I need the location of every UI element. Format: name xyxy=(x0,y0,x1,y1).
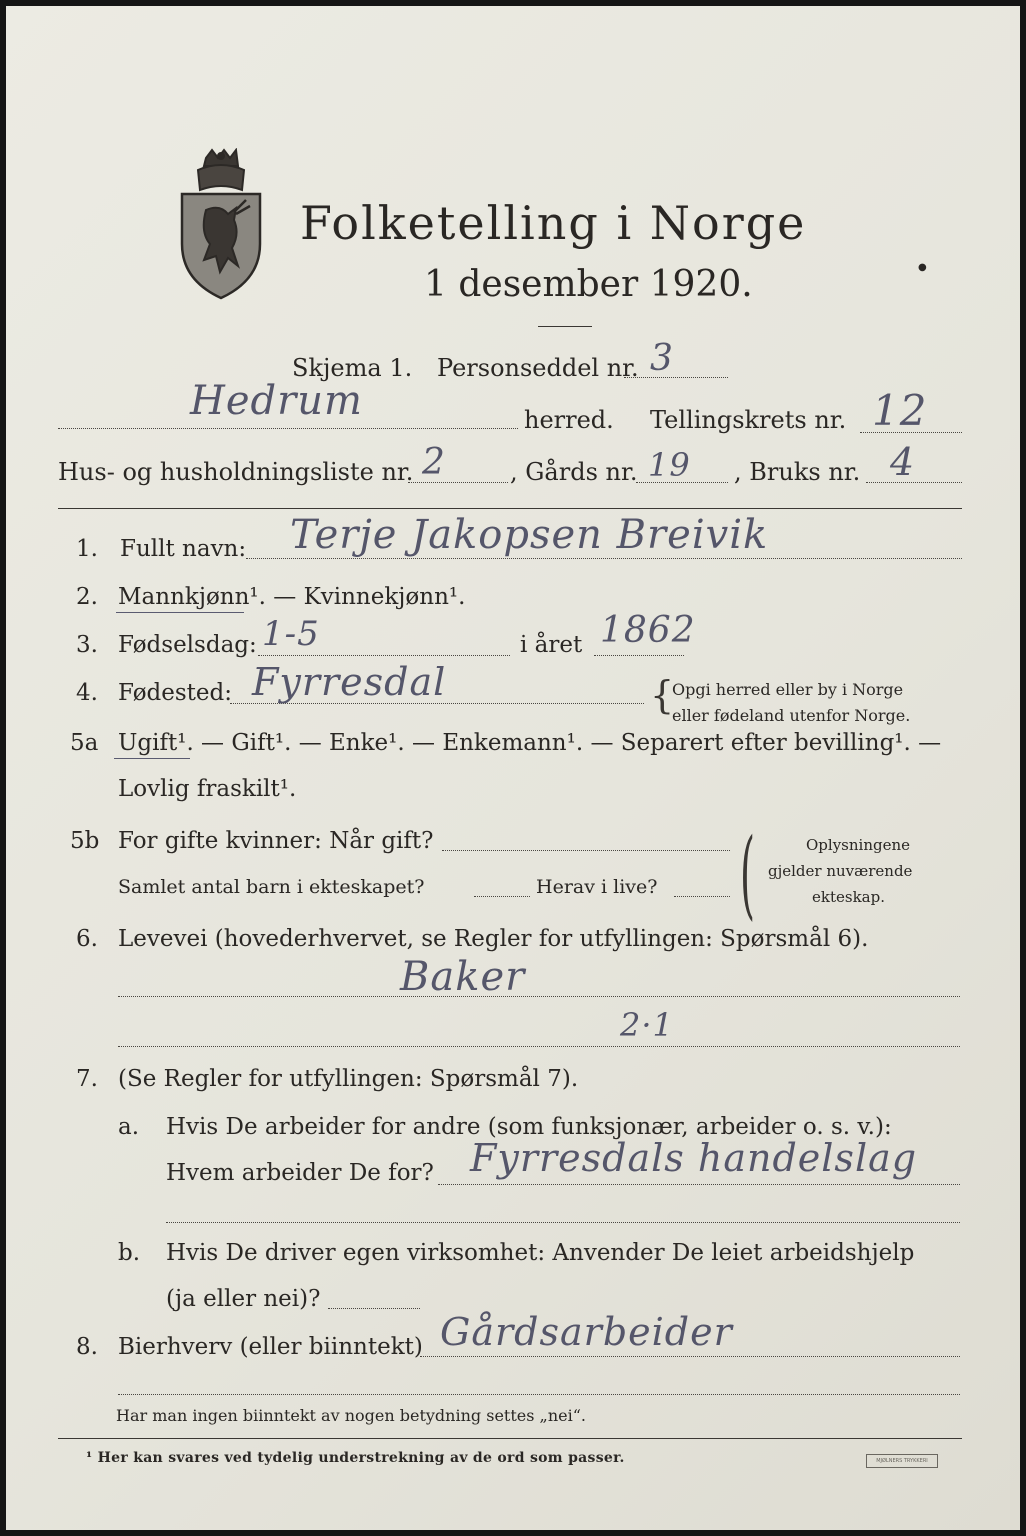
q3-day-line xyxy=(258,655,510,656)
q5b-alive-line xyxy=(674,896,730,897)
q3-label: Fødselsdag: xyxy=(118,632,257,658)
q8-line xyxy=(420,1356,960,1357)
q2-label: Mannkjønn¹. — Kvinnekjønn¹. xyxy=(118,584,466,610)
husliste-value[interactable]: 2 xyxy=(422,442,446,483)
footer-note: Har man ingen biinntekt av nogen betydning settes „nei“. xyxy=(116,1406,586,1425)
q6-number: 6. xyxy=(76,926,98,952)
q7a-line-extra xyxy=(166,1222,960,1223)
q6-label: Levevei (hovederhvervet, se Regler for utfyllingen: Spørsmål 6). xyxy=(118,926,869,952)
q4-note-line1: Opgi herred eller by i Norge xyxy=(672,680,904,699)
q6-value[interactable]: Baker xyxy=(400,954,526,1000)
q5b-note-brace: ( xyxy=(740,818,755,930)
q1-line xyxy=(246,558,962,559)
coat-of-arms-icon xyxy=(176,148,266,300)
q4-note-line2: eller fødeland utenfor Norge. xyxy=(672,706,911,725)
q5b-children-label: Samlet antal barn i ekteskapet? xyxy=(118,876,425,898)
tellingskrets-value[interactable]: 12 xyxy=(872,386,928,435)
q1-number: 1. xyxy=(76,536,98,562)
herred-line xyxy=(58,428,518,429)
q4-label: Fødested: xyxy=(118,680,233,706)
q6-line1 xyxy=(118,996,960,997)
q4-note-brace: { xyxy=(650,673,675,717)
q7-number: 7. xyxy=(76,1066,98,1092)
q5a-line2: Lovlig fraskilt¹. xyxy=(118,776,297,802)
bruks-value[interactable]: 4 xyxy=(890,440,916,484)
q1-value[interactable]: Terje Jakopsen Breivik xyxy=(290,512,769,558)
q3-year-label: i året xyxy=(520,632,583,658)
q7a-value[interactable]: Fyrresdals handelslag xyxy=(470,1136,918,1180)
q5b-note-line2: gjelder nuværende xyxy=(768,862,913,880)
q4-value[interactable]: Fyrresdal xyxy=(252,660,447,704)
footnote: ¹ Her kan svares ved tydelig understrekning av de ord som passer. xyxy=(86,1450,625,1466)
q5b-number: 5b xyxy=(70,828,100,854)
q1-label: Fullt navn: xyxy=(120,536,247,562)
q8-line-extra xyxy=(118,1394,960,1395)
form-subtitle: 1 desember 1920. xyxy=(424,264,753,305)
q7b-line1: Hvis De driver egen virksomhet: Anvender De leiet arbeidshjelp xyxy=(166,1240,915,1266)
q7b-line xyxy=(328,1308,420,1309)
q5b-children-line xyxy=(474,896,530,897)
gards-value[interactable]: 19 xyxy=(648,446,691,484)
q2-selection-underline xyxy=(116,612,244,613)
q5b-married-line xyxy=(442,850,730,851)
q7a-line xyxy=(438,1184,960,1185)
schema-label: Skjema 1. xyxy=(292,354,413,382)
header-rule xyxy=(58,508,962,509)
q7a-letter: a. xyxy=(118,1114,140,1140)
q3-day-value[interactable]: 1-5 xyxy=(262,614,320,654)
q8-value[interactable]: Gårdsarbeider xyxy=(440,1310,733,1354)
footer-rule xyxy=(58,1438,962,1439)
q3-number: 3. xyxy=(76,632,98,658)
q5b-line1: For gifte kvinner: Når gift? xyxy=(118,828,434,854)
q6-code: 2·1 xyxy=(620,1006,674,1044)
q5b-alive-label: Herav i live? xyxy=(536,876,658,898)
herred-value[interactable]: Hedrum xyxy=(190,378,363,424)
personseddel-line xyxy=(624,377,728,378)
q7a-line2: Hvem arbeider De for? xyxy=(166,1160,434,1186)
husliste-label: Hus- og husholdningsliste nr. xyxy=(58,458,414,486)
q6-line2 xyxy=(118,1046,960,1047)
q3-year-value[interactable]: 1862 xyxy=(600,610,696,651)
q5b-note-line1: Oplysningene xyxy=(806,836,911,854)
q8-number: 8. xyxy=(76,1334,98,1360)
personseddel-value[interactable]: 3 xyxy=(650,338,674,379)
gards-label: , Gårds nr. xyxy=(510,458,638,486)
q5a-number: 5a xyxy=(70,730,99,756)
title-divider xyxy=(538,326,592,327)
q4-number: 4. xyxy=(76,680,98,706)
q5a-line1: Ugift¹. — Gift¹. — Enke¹. — Enkemann¹. — Separert efter bevilling¹. — xyxy=(118,730,942,756)
q3-year-line xyxy=(594,655,684,656)
q7b-letter: b. xyxy=(118,1240,141,1266)
personseddel-label: Personseddel nr. xyxy=(437,354,639,382)
q7b-line2: (ja eller nei)? xyxy=(166,1286,321,1312)
tellingskrets-label: Tellingskrets nr. xyxy=(650,406,847,434)
bruks-label: , Bruks nr. xyxy=(734,458,861,486)
q7-label: (Se Regler for utfyllingen: Spørsmål 7). xyxy=(118,1066,579,1092)
dot-mark: ● xyxy=(918,262,927,273)
q5b-note-line3: ekteskap. xyxy=(812,888,885,906)
q7a-line1: Hvis De arbeider for andre (som funksjonær, arbeider o. s. v.): xyxy=(166,1114,892,1140)
printer-stamp: MJØLNERS TRYKKERI xyxy=(866,1454,938,1468)
herred-label: herred. xyxy=(524,406,614,434)
q8-label: Bierhverv (eller biinntekt) xyxy=(118,1334,423,1360)
form-title: Folketelling i Norge xyxy=(300,196,807,250)
q2-number: 2. xyxy=(76,584,98,610)
q5a-selection-underline xyxy=(114,758,190,759)
